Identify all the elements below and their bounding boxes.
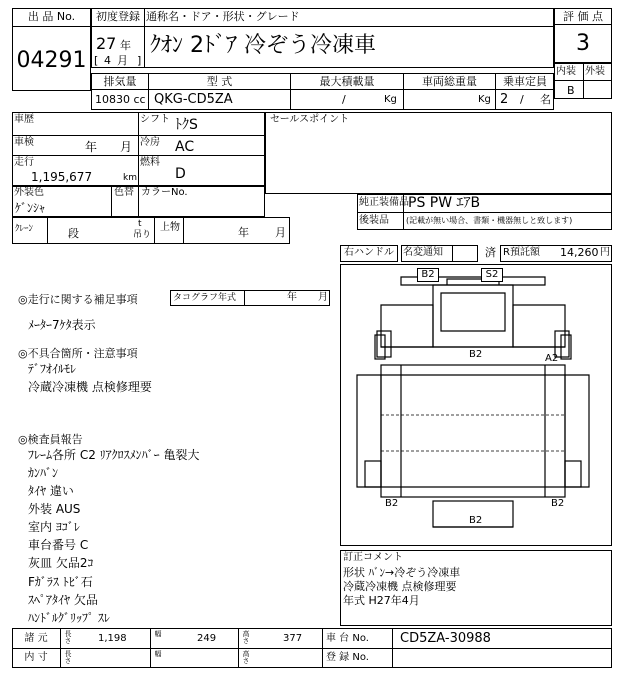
inspector-title: ◎検査員報告 — [18, 433, 83, 446]
sales-point-label: セールスポイント — [270, 114, 350, 125]
recycle-yen: 円 — [600, 247, 610, 258]
comment-line: 冷蔵冷凍機 点検修理要 — [343, 580, 457, 593]
ac-value: AC — [175, 139, 195, 155]
length-value: 1,198 — [98, 633, 127, 644]
color-change-label: 色替 — [114, 187, 134, 198]
vehicle-diagram — [340, 264, 612, 546]
chassis-value: CD5ZA-30988 — [400, 631, 491, 646]
reg-year-unit: 年 — [120, 39, 131, 52]
mileage-label: 走行 — [14, 157, 34, 168]
width-label: 幅 — [154, 630, 162, 637]
inspector-item: ﾀｲﾔ 違い — [28, 484, 74, 498]
displacement-label: 排気量 — [103, 75, 137, 88]
damage-mark: B2 — [417, 268, 439, 282]
maxload-value: / — [342, 93, 346, 106]
reg-month-unit: 月 — [117, 54, 128, 67]
capacity-label: 乗車定員 — [503, 75, 547, 88]
liftgate-month: 月 — [275, 226, 286, 239]
interior-grade: B — [567, 84, 575, 97]
reg-month: 4 — [104, 54, 111, 67]
height-label: 高さ — [242, 630, 250, 644]
crane-stage: 段 — [68, 227, 79, 240]
damage-mark: B2 — [469, 515, 483, 526]
car-name: ｸｵﾝ 2ﾄﾞｱ 冷ぞう冷凍車 — [150, 33, 376, 58]
interior-label: 内装 — [556, 66, 576, 77]
paid-mark: 済 — [485, 246, 496, 259]
inspection-year: 年 — [85, 140, 98, 154]
comment-line: 形状 ﾊﾞﾝ→冷ぞう冷凍車 — [343, 566, 461, 579]
grade-label: 評 価 点 — [563, 10, 603, 23]
model-value: QKG-CD5ZA — [154, 92, 233, 107]
inspector-item: ｶﾝﾊﾞﾝ — [28, 466, 59, 480]
lot-label: 出 品 No. — [27, 10, 76, 23]
inspection-label: 車検 — [14, 137, 34, 148]
inspection-month: 月 — [120, 140, 133, 154]
comment-line: 年式 H27年4月 — [343, 594, 420, 607]
comments-title: 訂正コメント — [343, 552, 403, 563]
dims-label: 諸 元 — [24, 633, 48, 644]
steering-value: 右ハンドル — [344, 247, 394, 258]
supplement-title: ◎走行に関する補足事項 — [18, 293, 138, 306]
model-label: 型 式 — [206, 75, 233, 88]
crane-label: ｸﾚｰﾝ — [15, 224, 34, 234]
defect-item: ﾃﾞﾌｵｲﾙﾓﾚ — [28, 362, 77, 376]
history-label: 車歴 — [14, 114, 34, 125]
length-label: 長さ — [64, 630, 72, 644]
recycle-value: 14,260 — [560, 246, 599, 259]
capacity-value: 2 — [500, 92, 509, 107]
displacement-value: 10830 cc — [95, 93, 146, 106]
inspector-item: ﾌﾚｰﾑ各所 C2 ﾘｱｸﾛｽﾒﾝﾊﾞｰ 亀裂大 — [28, 448, 200, 462]
crane-ton: t — [138, 219, 142, 229]
reg-label: 初度登録 — [96, 10, 140, 23]
inspector-item: 灰皿 欠品2ｺ — [28, 556, 94, 570]
inspector-item: 車台番号 C — [28, 538, 89, 552]
damage-mark: B2 — [385, 498, 399, 509]
damage-mark: B2 — [551, 498, 565, 509]
width-value: 249 — [197, 633, 217, 644]
maxload-label: 最大積載量 — [319, 75, 375, 88]
mileage-value: 1,195,677 — [31, 170, 93, 184]
equipment-label: 純正装備品 — [359, 197, 409, 208]
color-label: 外装色 — [14, 187, 44, 198]
tacho-label: タコグラフ年式 — [173, 293, 237, 303]
defects-title: ◎不具合箇所・注意事項 — [18, 347, 138, 360]
shift-label: シフト — [140, 114, 170, 125]
inspector-item: ﾊﾝﾄﾞﾙｸﾞﾘｯﾌﾟ ｽﾚ — [28, 611, 110, 625]
inspector-item: ｽﾍﾟｱﾀｲﾔ 欠品 — [28, 593, 98, 607]
equipment-value: PS PW ｴｱB — [408, 195, 481, 211]
gvw-unit: Kg — [478, 94, 491, 105]
capacity-unit: 名 — [540, 93, 551, 106]
meter-note: ﾒｰﾀｰ7ｹﾀ表示 — [28, 318, 96, 332]
name-change-label: 名変通知 — [403, 247, 443, 258]
ac-label: 冷房 — [140, 137, 160, 148]
chassis-label: 車 台 No. — [326, 633, 369, 644]
maxload-unit: Kg — [384, 94, 397, 105]
reg-year: 27 — [96, 34, 117, 53]
gvw-label: 車両総重量 — [422, 75, 477, 88]
damage-mark: S2 — [481, 268, 503, 282]
liftgate-year: 年 — [238, 226, 249, 239]
defect-item: 冷蔵冷凍機 点検修理要 — [28, 380, 152, 394]
fuel-label: 燃料 — [140, 157, 160, 168]
inner-width-label: 幅 — [154, 650, 162, 657]
inspector-item: Fｶﾞﾗｽ ﾄﾋﾞ石 — [28, 575, 93, 589]
inner-height-label: 高さ — [242, 650, 250, 664]
inner-length-label: 長さ — [64, 650, 72, 664]
shift-value: ﾄｸS — [175, 117, 198, 133]
lot-number: 04291 — [16, 48, 87, 73]
inner-dims-label: 内 寸 — [24, 652, 48, 663]
liftgate-label: 上物 — [160, 222, 180, 233]
retrofit-label: 後装品 — [359, 215, 389, 226]
truck-outline — [341, 265, 611, 545]
tacho-year: 年 — [287, 292, 297, 303]
color-no-label: カラーNo. — [141, 187, 188, 198]
mileage-unit: km — [123, 173, 137, 183]
exterior-label: 外装 — [585, 66, 605, 77]
inspector-item: 外装 AUS — [28, 502, 81, 516]
tacho-month: 月 — [318, 292, 328, 303]
damage-mark: A2 — [545, 353, 559, 364]
grade-value: 3 — [576, 31, 590, 56]
name-label: 通称名・ドア・形状・グレード — [146, 10, 300, 23]
color-value: ｹﾞﾝｼｬ — [15, 201, 46, 215]
height-value: 377 — [283, 633, 303, 644]
recycle-label: R預託額 — [503, 247, 540, 258]
capacity-separator: / — [520, 93, 524, 106]
inspector-item: 室内 ﾖｺﾞﾚ — [28, 520, 80, 534]
registration-label: 登 録 No. — [326, 652, 369, 663]
damage-mark: B2 — [469, 349, 483, 360]
crane-hanging: 吊り — [133, 230, 152, 240]
retrofit-note: (記載が無い場合、書類・機器無しと致します) — [406, 216, 573, 225]
fuel-value: D — [175, 166, 186, 182]
